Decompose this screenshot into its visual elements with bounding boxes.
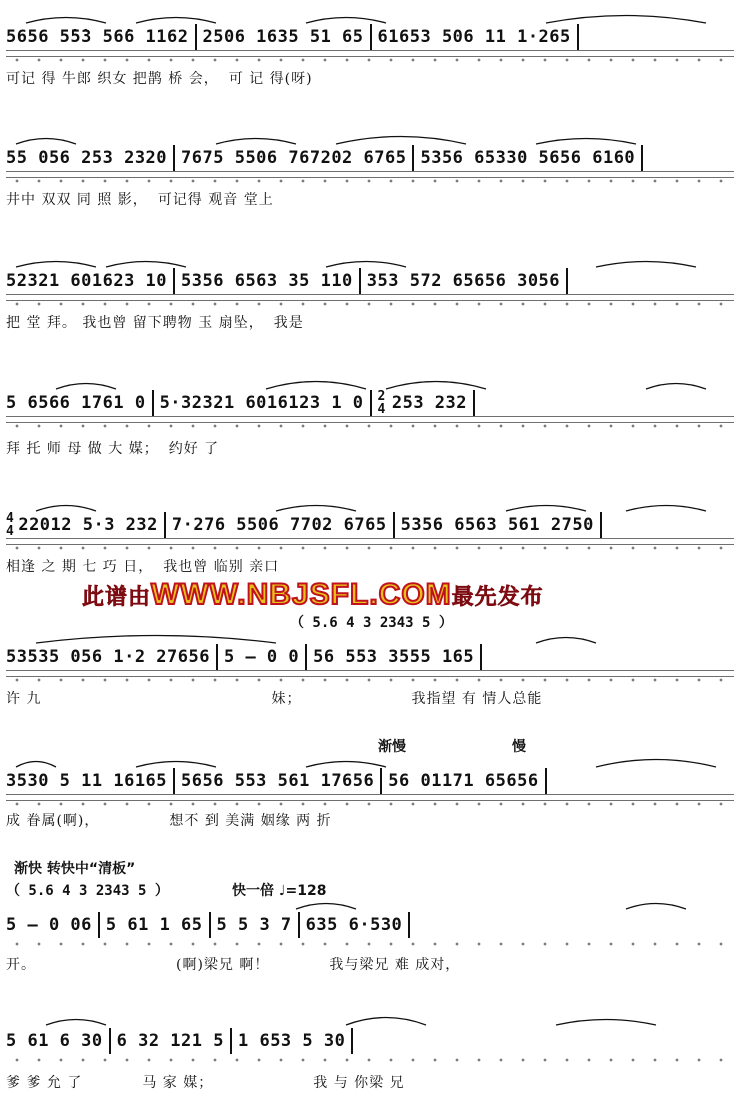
lyric-segment: 妹； (271, 691, 302, 707)
notation-row (6, 268, 734, 294)
score-system-3 (0, 256, 740, 331)
instrumental-intro: （ 5.6 4 3 2343 5 ） (290, 615, 453, 631)
measure: 56 553 3555 165 (313, 647, 475, 667)
lyric-segment: 我也曾 临别 亲口 (163, 559, 280, 575)
time-signature-bottom: 4 (6, 524, 15, 538)
lyric-segment: 可 记 得(呀) (228, 71, 313, 87)
measure: 5 61 6 30 (6, 1031, 103, 1051)
measure: 5 6566 1761 0 (6, 393, 146, 413)
slur-marks (6, 756, 734, 768)
slur-marks (6, 256, 734, 268)
bar-line (152, 390, 154, 416)
score-system-6 (0, 612, 740, 712)
tempo-mark-slow: 慢 (512, 739, 526, 755)
bar-line (230, 1028, 232, 1054)
lyric-segment: 把 堂 拜。 我也曾 留下聘物 玉 扇坠， (6, 315, 264, 331)
measure: 5 – 0 0 (223, 647, 300, 667)
measure: 1 653 5 30 (237, 1031, 346, 1051)
measure: 5656 553 561 17656 (181, 771, 375, 791)
quarter-note-icon: ♩ (278, 883, 286, 899)
lyric-segment: 开。 (6, 957, 36, 973)
slur-marks (6, 1014, 734, 1026)
lyric-segment: 想不 到 美满 姻缘 两 折 (169, 813, 332, 829)
bar-line (195, 24, 197, 50)
watermark-prefix: 此谱由 (82, 584, 152, 609)
time-signature-bottom: 4 (377, 402, 386, 416)
watermark-banner (82, 578, 544, 612)
lyric-segment: 许 九 (6, 691, 42, 707)
measure: 5356 6563 35 110 (181, 271, 353, 291)
bar-line (393, 512, 395, 538)
score-system-1 (0, 12, 740, 87)
bar-line (173, 268, 175, 294)
bar-line (209, 912, 211, 938)
tempo-indication (232, 880, 326, 900)
tempo-mark-rit: 渐慢 (378, 739, 406, 755)
bar-line (216, 644, 218, 670)
slur-marks (6, 133, 734, 145)
score-system-4 (0, 378, 740, 458)
bar-line (380, 768, 382, 794)
watermark-suffix: 最先发布 (451, 584, 544, 609)
slur-marks (6, 12, 734, 24)
time-signature-top: 2 (377, 390, 386, 404)
lyric-segment: 我是 (273, 315, 304, 331)
bar-line (480, 644, 482, 670)
bar-line (164, 512, 166, 538)
measure: 53535 056 1·2 27656 (6, 647, 210, 667)
lyric-segment: 马 家 媒； (142, 1075, 214, 1091)
octave-dots (6, 177, 734, 187)
lyrics-row (6, 556, 734, 578)
bar-line (351, 1028, 353, 1054)
bar-line (359, 268, 361, 294)
octave-dots (6, 422, 734, 432)
octave-dots (6, 56, 734, 66)
bar-line (545, 768, 547, 794)
score-system-8 (0, 858, 740, 978)
tempo-label: 快一倍 (232, 883, 274, 899)
lyrics-row (6, 954, 734, 976)
instrumental-intro: （ 5.6 4 3 2343 5 ） (6, 883, 169, 899)
score-system-7 (0, 736, 740, 830)
lyrics-row (6, 810, 734, 832)
bar-line (600, 512, 602, 538)
lyric-segment: (啊)梁兄 啊！ (176, 957, 270, 973)
bar-line (370, 24, 372, 50)
notation-row (6, 768, 734, 794)
watermark-site: WWW.NBJSFL.COM (151, 578, 452, 611)
measure: 6 32 121 5 (116, 1031, 224, 1051)
bar-line (641, 145, 643, 171)
bar-line (173, 145, 175, 171)
octave-dots (6, 940, 734, 950)
octave-dots (6, 800, 734, 810)
octave-dots (6, 544, 734, 554)
measure: 5356 6563 561 2750 (400, 515, 594, 535)
measure: 2506 1635 51 65 (202, 27, 364, 47)
bar-line (109, 1028, 111, 1054)
lyric-segment: 约好 了 (168, 441, 220, 457)
bar-line (412, 145, 414, 171)
slur-marks (6, 632, 734, 644)
time-signature-4-4 (6, 512, 14, 538)
lyrics-row (6, 438, 734, 460)
measure: 253 232 (391, 393, 468, 413)
bar-line (370, 390, 372, 416)
measure: 5 5 3 7 (216, 915, 292, 935)
lyric-segment: 井中 双双 同 照 影， (6, 192, 148, 208)
lyric-segment: 爹 爹 允 了 (6, 1075, 83, 1091)
measure: 5656 5̇5̇3 56̇6 1162 (6, 27, 189, 47)
lyric-segment: 可记得 观音 堂上 (157, 192, 274, 208)
bar-line (577, 24, 579, 50)
lyric-segment: 我 与 你梁 兄 (313, 1075, 405, 1091)
time-signature-top: 4 (6, 512, 15, 526)
tempo-value: =128 (285, 883, 327, 899)
bar-line (298, 912, 300, 938)
slur-marks (6, 378, 734, 390)
measure: 22012 5·3 232 (18, 515, 158, 535)
bar-line (408, 912, 410, 938)
bar-line (566, 268, 568, 294)
lyrics-row (6, 189, 734, 211)
bar-line (173, 768, 175, 794)
lyric-segment: 可记 得 牛郎 织女 把鹊 桥 会， (6, 71, 219, 87)
measure: 5·32321 6016123 1 0 (159, 393, 364, 413)
lyrics-row (6, 688, 734, 710)
measure: 635 6·530 (305, 915, 403, 935)
score-system-5 (0, 500, 740, 580)
measure: 353 572 65656 3056 (366, 271, 561, 291)
tempo-mark-accel: 渐快 转快中“清板” (14, 861, 136, 877)
measure: 3530 5 11 16165 (6, 771, 168, 791)
lyric-segment: 拜 托 师 母 做 大 媒； (6, 441, 159, 457)
measure: 56 01171 65656 (388, 771, 539, 791)
lyric-segment: 我指望 有 情人总能 (411, 691, 543, 707)
measure: 7675 5506 767202 6765 (181, 148, 407, 168)
notation-row (6, 644, 734, 670)
measure: 7·276 5506 7702 6765 (171, 515, 387, 535)
lyrics-row (6, 1072, 734, 1094)
notation-row (6, 512, 734, 538)
bar-line (473, 390, 475, 416)
bar-line (305, 644, 307, 670)
score-system-2 (0, 133, 740, 208)
measure: 5356 65330 5656 6160 (420, 148, 636, 168)
notation-row (6, 145, 734, 171)
measure: 5 61 1 65 (105, 915, 203, 935)
lyric-segment: 成 眷属(啊)， (6, 813, 100, 829)
slur-marks (6, 898, 734, 910)
lyric-segment: 我与梁兄 难 成对， (329, 957, 461, 973)
notation-row (6, 1028, 734, 1054)
lyrics-row (6, 68, 734, 90)
measure: 55 056 253 2320 (6, 148, 168, 168)
notation-row (6, 912, 734, 938)
lyric-segment: 相逢 之 期 七 巧 日， (6, 559, 154, 575)
notation-row (6, 24, 734, 50)
score-system-9 (0, 1014, 740, 1096)
lyrics-row (6, 312, 734, 334)
measure: 61653 506 11 1·265 (377, 27, 571, 47)
measure: 5 – 0 06 (6, 915, 92, 935)
octave-dots (6, 676, 734, 686)
notation-row (6, 390, 734, 416)
time-signature-2-4 (378, 390, 386, 416)
octave-dots (6, 1056, 734, 1066)
slur-marks (6, 500, 734, 512)
measure: 52321 601623 10 (6, 271, 168, 291)
bar-line (98, 912, 100, 938)
octave-dots (6, 300, 734, 310)
